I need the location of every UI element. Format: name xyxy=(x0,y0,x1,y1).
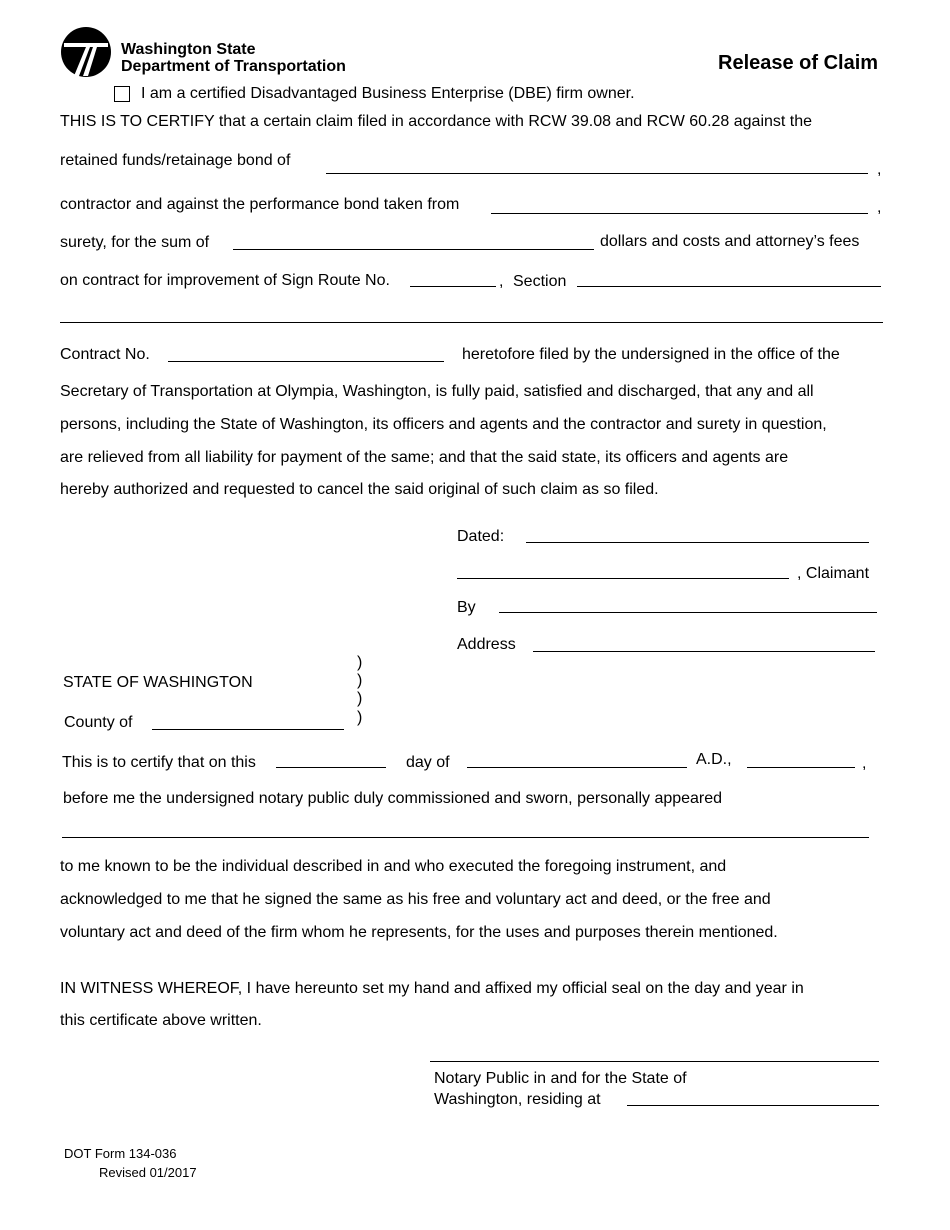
surety-label: surety, for the sum of xyxy=(60,234,210,251)
paren: ) xyxy=(357,709,363,726)
retained-label: retained funds/retainage bond of xyxy=(60,152,291,169)
address-label: Address xyxy=(457,636,516,653)
dbe-checkbox[interactable] xyxy=(114,86,130,102)
appeared-name-field[interactable] xyxy=(62,837,869,838)
retained-bond-field[interactable] xyxy=(326,173,868,174)
by-field[interactable] xyxy=(499,612,877,613)
comma: , xyxy=(877,199,882,216)
route-label: on contract for improvement of Sign Route No. xyxy=(60,272,390,289)
section-continuation-field[interactable] xyxy=(60,322,883,323)
before-me-text: before me the undersigned notary public duly commissioned and sworn, personally appeared xyxy=(63,790,723,807)
comma: , xyxy=(877,161,882,178)
route-number-field[interactable] xyxy=(410,286,496,287)
ad-label: A.D., xyxy=(696,751,732,768)
section-label: Section xyxy=(513,273,567,290)
heretofore-text: heretofore filed by the undersigned in the office of the xyxy=(462,346,840,363)
certify-body-line: Secretary of Transportation at Olympia, Washington, is fully paid, satisfied and discharged, that any and all xyxy=(60,383,814,400)
claimant-label: , Claimant xyxy=(797,565,870,582)
comma: , xyxy=(862,755,867,772)
by-label: By xyxy=(457,599,476,616)
known-text-line: voluntary act and deed of the firm whom he represents, for the uses and purposes therein mentioned. xyxy=(60,924,778,941)
year-field[interactable] xyxy=(747,767,855,768)
claimant-field[interactable] xyxy=(457,578,789,579)
section-field[interactable] xyxy=(577,286,881,287)
dollars-label: dollars and costs and attorney’s fees xyxy=(600,233,860,250)
paren: ) xyxy=(357,690,363,707)
performance-bond-field[interactable] xyxy=(491,213,868,214)
revised-date: Revised 01/2017 xyxy=(99,1165,197,1180)
contract-no-field[interactable] xyxy=(168,361,444,362)
witness-text-line: this certificate above written. xyxy=(60,1012,262,1029)
paren: ) xyxy=(357,654,363,671)
form-title: Release of Claim xyxy=(718,52,879,74)
month-field[interactable] xyxy=(467,767,687,768)
org-name-line2: Department of Transportation xyxy=(121,58,346,75)
day-of-label: day of xyxy=(406,754,450,771)
org-name-line1: Washington State xyxy=(121,41,256,58)
contract-no-label: Contract No. xyxy=(60,346,150,363)
certify-body-line: persons, including the State of Washington, its officers and agents and the contractor and surety in question, xyxy=(60,416,827,433)
witness-text-line: IN WITNESS WHEREOF, I have hereunto set my hand and affixed my official seal on the day and year in xyxy=(60,980,804,997)
dbe-checkbox-label: I am a certified Disadvantaged Business Enterprise (DBE) firm owner. xyxy=(141,85,635,102)
certify-on-label: This is to certify that on this xyxy=(62,754,256,771)
dated-label: Dated: xyxy=(457,528,505,545)
county-field[interactable] xyxy=(152,729,344,730)
dated-field[interactable] xyxy=(526,542,869,543)
comma: , xyxy=(499,273,504,290)
notary-signature-field[interactable] xyxy=(430,1061,879,1062)
notary-public-line2: Washington, residing at xyxy=(434,1091,601,1108)
form-number: DOT Form 134-036 xyxy=(64,1146,177,1161)
known-text-line: to me known to be the individual described in and who executed the foregoing instrument, and xyxy=(60,858,727,875)
state-label: STATE OF WASHINGTON xyxy=(63,674,253,691)
paren: ) xyxy=(357,672,363,689)
certify-body-line: hereby authorized and requested to cancel the said original of such claim as so filed. xyxy=(60,481,659,498)
sum-field[interactable] xyxy=(233,249,594,250)
residing-at-field[interactable] xyxy=(627,1105,879,1106)
notary-public-line1: Notary Public in and for the State of xyxy=(434,1070,687,1087)
contractor-label: contractor and against the performance bond taken from xyxy=(60,196,460,213)
known-text-line: acknowledged to me that he signed the same as his free and voluntary act and deed, or the free and xyxy=(60,891,771,908)
wsdot-logo-icon xyxy=(60,26,112,78)
certify-body-line: are relieved from all liability for payment of the same; and that the said state, its officers and agents are xyxy=(60,449,789,466)
address-field[interactable] xyxy=(533,651,875,652)
certify-line1: THIS IS TO CERTIFY that a certain claim filed in accordance with RCW 39.08 and RCW 60.28 against the xyxy=(60,113,813,130)
county-label: County of xyxy=(64,714,133,731)
day-field[interactable] xyxy=(276,767,386,768)
